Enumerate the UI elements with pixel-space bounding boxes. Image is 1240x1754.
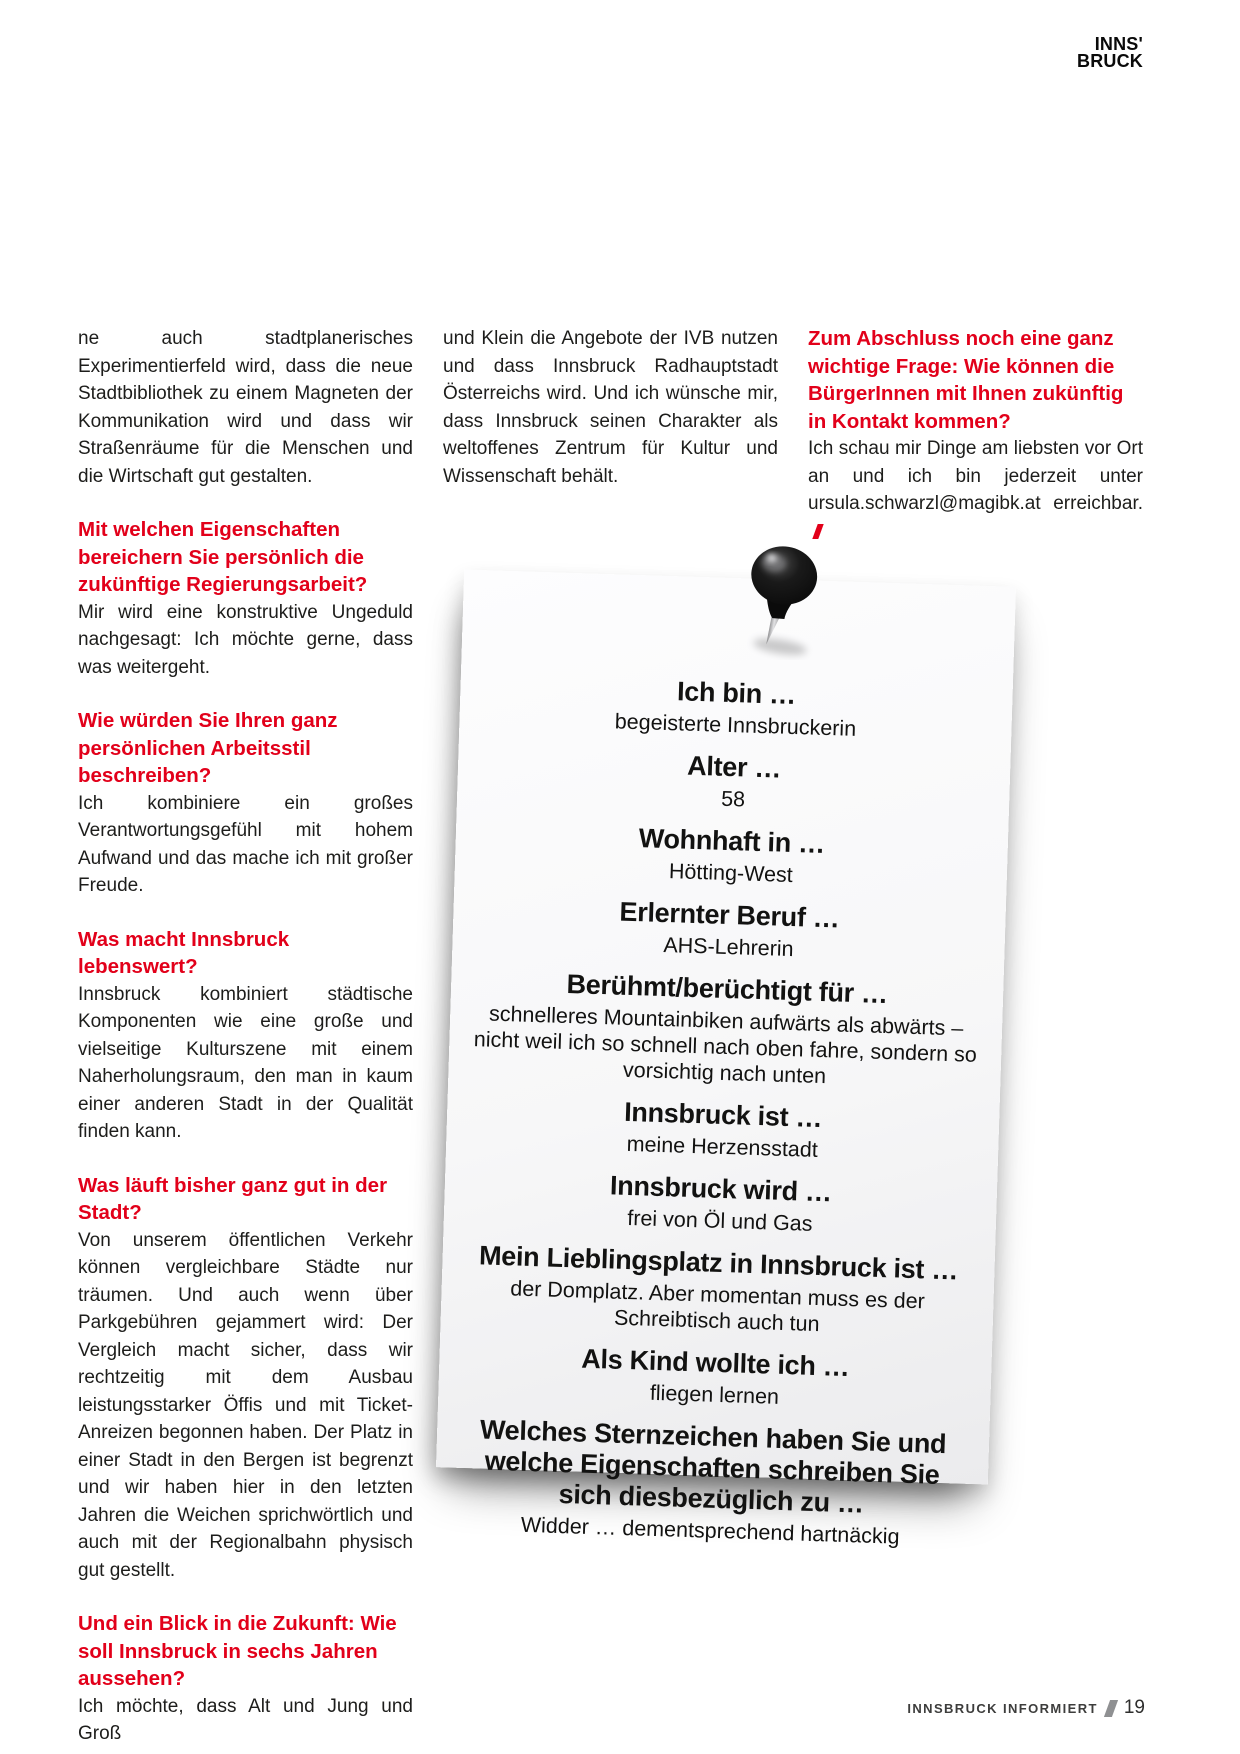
note-question-5: Berühmt/berüchtigt für … <box>566 968 889 1010</box>
question-heading-2: Wie würden Sie Ihren ganz persönlichen Arbeitsstil beschreiben? <box>78 709 338 787</box>
logo-line1: INNS' <box>1094 34 1143 54</box>
note-content <box>434 570 1016 1553</box>
note-answer-2: 58 <box>720 786 746 812</box>
logo-line2: BRUCK <box>1077 51 1143 71</box>
footer-magazine-label: INNSBRUCK INFORMIERT <box>907 1700 1098 1716</box>
question-heading-3: Was macht Innsbruck lebenswert? <box>78 927 290 978</box>
note-answer-9: fliegen lernen <box>649 1380 780 1409</box>
note-answer-8: der Domplatz. Aber momentan muss es der Schreibtisch auch tun <box>509 1276 926 1337</box>
continuation-paragraph: und Klein die Angebote der IVB nutzen und dass Innsbruck Radhauptstadt Österreichs wird. Und ich wünsche mir, dass Innsbruck seinen Charakter als weltoffenes Zentrum für Kultur und Wissenschaft behält. <box>443 328 778 487</box>
note-question-1: Ich bin … <box>676 676 797 711</box>
answer-paragraph-3: Innsbruck kombiniert städtische Komponenten wie eine große und vielseitige Kulturszene mit einem Naherholungsraum, den man in kaum einer anderen Stadt in der Qualität finden kann. <box>78 983 413 1142</box>
note-question-8: Mein Lieblingsplatz in Innsbruck ist … <box>478 1240 959 1286</box>
note-answer-10: Widder … dementsprechend hartnäckig <box>520 1512 900 1549</box>
article-column-3 <box>808 325 1143 545</box>
article-column-1 <box>78 325 413 1748</box>
note-answer-3: Hötting-West <box>668 859 794 888</box>
note-question-7: Innsbruck wird … <box>609 1170 833 1208</box>
note-answer-7: frei von Öl und Gas <box>626 1206 813 1236</box>
question-heading-final: Zum Abschluss noch eine ganz wichtige Frage: Wie können die BürgerInnen mit Ihnen zukünftig in Kontakt kommen? <box>808 327 1124 433</box>
footer-page-number: 19 <box>1123 1697 1145 1718</box>
note-question-9: Als Kind wollte ich … <box>580 1343 850 1383</box>
answer-paragraph-1: Mir wird eine konstruktive Ungeduld nachgesagt: Ich möchte gerne, dass was weitergeht. <box>78 601 413 678</box>
note-answer-5: schnelleres Mountainbiken aufwärts als abwärts – nicht weil ich so schnell nach oben fahre, sondern so vorsichtig nach unten <box>473 1001 978 1089</box>
note-answer-4: AHS-Lehrerin <box>663 932 794 962</box>
pinned-note <box>436 570 1016 1549</box>
note-answer-1: begeisterte Innsbruckerin <box>614 709 857 741</box>
footer-slash-icon <box>1104 1700 1118 1717</box>
intro-paragraph: ne auch stadtplanerisches Experimentierfeld wird, dass die neue Stadtbibliothek zu einem Magneten der Kommunikation wird und dass wir Straßenräume für die Menschen und die Wirtschaft gut gestalten. <box>78 328 413 487</box>
question-heading-4: Was läuft bisher ganz gut in der Stadt? <box>78 1173 388 1224</box>
note-question-2: Alter … <box>686 750 782 784</box>
note-question-3: Wohnhaft in … <box>638 823 826 860</box>
article-column-2 <box>443 325 778 490</box>
note-question-6: Innsbruck ist … <box>623 1096 823 1134</box>
question-heading-5: Und ein Blick in die Zukunft: Wie soll Innsbruck in sechs Jahren aussehen? <box>78 1612 397 1690</box>
answer-paragraph-5: Ich möchte, dass Alt und Jung und Groß <box>78 1695 413 1744</box>
article-end-slash-icon <box>812 524 823 539</box>
answer-final-text: Ich schau mir Dinge am liebsten vor Ort an und ich bin jederzeit unter ursula.schwarzl@magibk.at erreichbar. <box>808 438 1143 514</box>
footer <box>907 1697 1145 1719</box>
answer-paragraph-2: Ich kombiniere ein großes Verantwortungsgefühl mit hohem Aufwand und das mache ich mit großer Freude. <box>78 792 413 896</box>
note-answer-6: meine Herzensstadt <box>626 1131 819 1162</box>
note-question-4: Erlernter Beruf … <box>619 896 840 934</box>
answer-paragraph-4: Von unserem öffentlichen Verkehr können vergleichbare Städte nur träumen. Und auch wenn über Parkgebühren gejammert wird: Der Vergleich macht sicher, dass wir rechtzeitig mit dem Ausbau leistungsstarker Öffis und mit Ticket-Anreizen begonnen haben. Der Platz in einer Stadt in den Bergen ist begrenzt und wir haben hier in den letzten Jahren die Weichen sprichwörtlich und auch mit der Regionalbahn physisch gut gestellt. <box>78 1229 413 1581</box>
answer-paragraph-final <box>808 435 1143 545</box>
note-question-10: Welches Sternzeichen haben Sie und welche Eigenschaften schreiben Sie sich diesbezüglich zu … <box>479 1414 947 1519</box>
innsbruck-logo <box>1077 36 1143 70</box>
question-heading-1: Mit welchen Eigenschaften bereichern Sie persönlich die zukünftige Regierungsarbeit? <box>78 518 368 596</box>
pushpin-icon <box>723 542 835 660</box>
